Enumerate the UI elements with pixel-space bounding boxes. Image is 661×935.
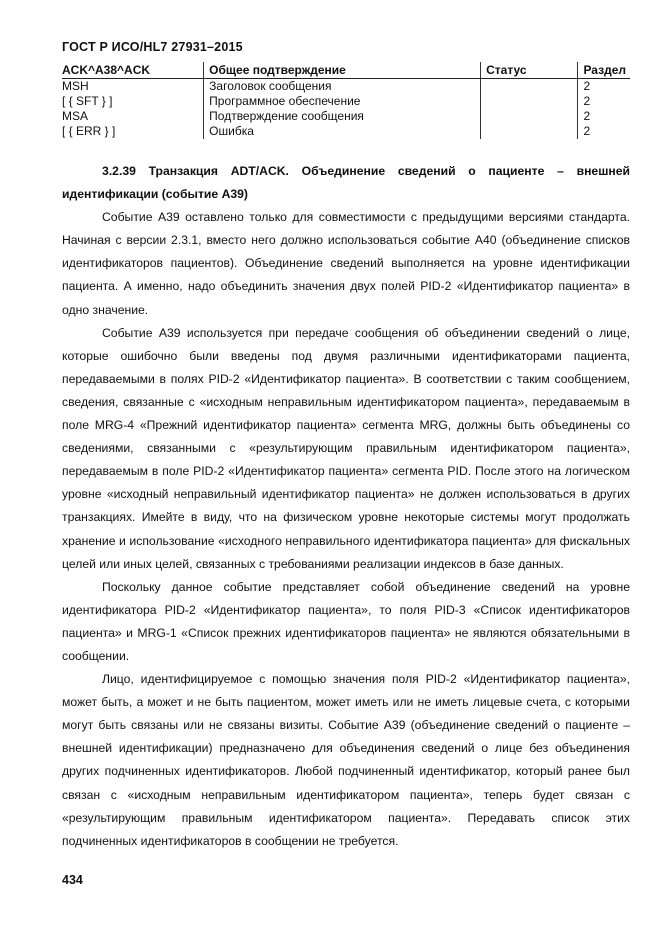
cell-section: 2 — [578, 109, 630, 124]
cell-segment: [ { ERR } ] — [62, 124, 116, 138]
message-structure-table — [62, 62, 630, 139]
cell-segment: MSA — [62, 109, 89, 123]
column-header-description: Общее подтверждение — [204, 62, 481, 79]
paragraph: Поскольку данное событие представляет собой объединение сведений на уровне идентификатора PID-2 «Идентификатор пациента», то поля PID-3 «Список идентификаторов пациента» и MRG-1 «Список прежних идентификаторов пациента» не являются обязательными в сообщении. — [62, 579, 630, 663]
table-row — [62, 124, 630, 139]
table-row — [62, 109, 630, 124]
cell-description: Программное обеспечение — [204, 94, 481, 109]
cell-section: 2 — [578, 124, 630, 139]
cell-description: Ошибка — [204, 124, 481, 139]
section-body — [62, 160, 630, 853]
table-header-row — [62, 62, 630, 79]
cell-segment: [ { SFT } ] — [62, 94, 113, 108]
table-row — [62, 79, 630, 95]
column-header-status: Статус — [481, 62, 578, 79]
cell-description: Подтверждение сообщения — [204, 109, 481, 124]
paragraph: Лицо, идентифицируемое с помощью значения поля PID-2 «Идентификатор пациента», может быть, а может и не быть пациентом, может иметь или не иметь лицевые счета, с которыми могут быть связаны или не связаны визиты. Событие A39 (объединение сведений о пациенте – внешней идентификации) предназначено для объединения сведений о лице без объединения других подчиненных идентификаторов. Любой подчиненный идентификатор, который ранее был связан с «исходным неправильным идентификатором пациента», теперь будет связан с «результирующим правильным идентификатором пациента». Передавать список этих подчиненных идентификаторов в сообщении не требуется. — [62, 672, 630, 848]
paragraph: Событие A39 используется при передаче сообщения об объединении сведений о лице, которые ошибочно были введены под двумя различными идентификаторами пациента, передаваемыми в полях PID-2 «Идентификатор пациента». В соответствии с таким сообщением, сведения, связанные с «исходным неправильным идентификатором пациента», передаваемым в поле MRG-4 «Прежний идентификатор пациента» сегмента MRG, должны быть объединены со сведениями, связанными с «результирующим правильным идентификатором пациента», передаваемым в поле PID-2 «Идентификатор пациента» сегмента PID. После этого на логическом уровне «исходный неправильный идентификатор пациента» не должен использоваться в других транзакциях. Имейте в виду, что на физическом уровне некоторые системы могут продолжать хранение и использование «исходного неправильного идентификатора пациента» для фискальных целей или иных целей, связанных с требованиями реализации индексов в базе данных. — [62, 325, 630, 571]
cell-segment: MSH — [62, 79, 89, 93]
table-row — [62, 94, 630, 109]
column-header-segment: ACK^A38^ACK — [62, 62, 204, 79]
cell-status — [481, 94, 578, 109]
cell-section: 2 — [578, 79, 630, 95]
page-number: 434 — [62, 873, 83, 887]
document-header: ГОСТ Р ИСО/HL7 27931–2015 — [62, 40, 243, 54]
paragraph: Событие A39 оставлено только для совместимости с предыдущими версиями стандарта. Начиная с версии 2.3.1, вместо него должно использоваться событие A40 (объединение списков идентификаторов пациентов). Объединение сведений выполняется на уровне идентификации пациента. А именно, надо объединить значения двух полей PID-2 «Идентификатор пациента» в одно значение. — [62, 210, 630, 317]
column-header-section: Раздел — [578, 62, 630, 79]
cell-status — [481, 109, 578, 124]
cell-section: 2 — [578, 94, 630, 109]
cell-status — [481, 79, 578, 95]
cell-status — [481, 124, 578, 139]
section-heading: 3.2.39 Транзакция ADT/ACK. Объединение сведений о пациенте – внешней идентификации (событие A39) — [62, 164, 630, 202]
cell-description: Заголовок сообщения — [204, 79, 481, 95]
